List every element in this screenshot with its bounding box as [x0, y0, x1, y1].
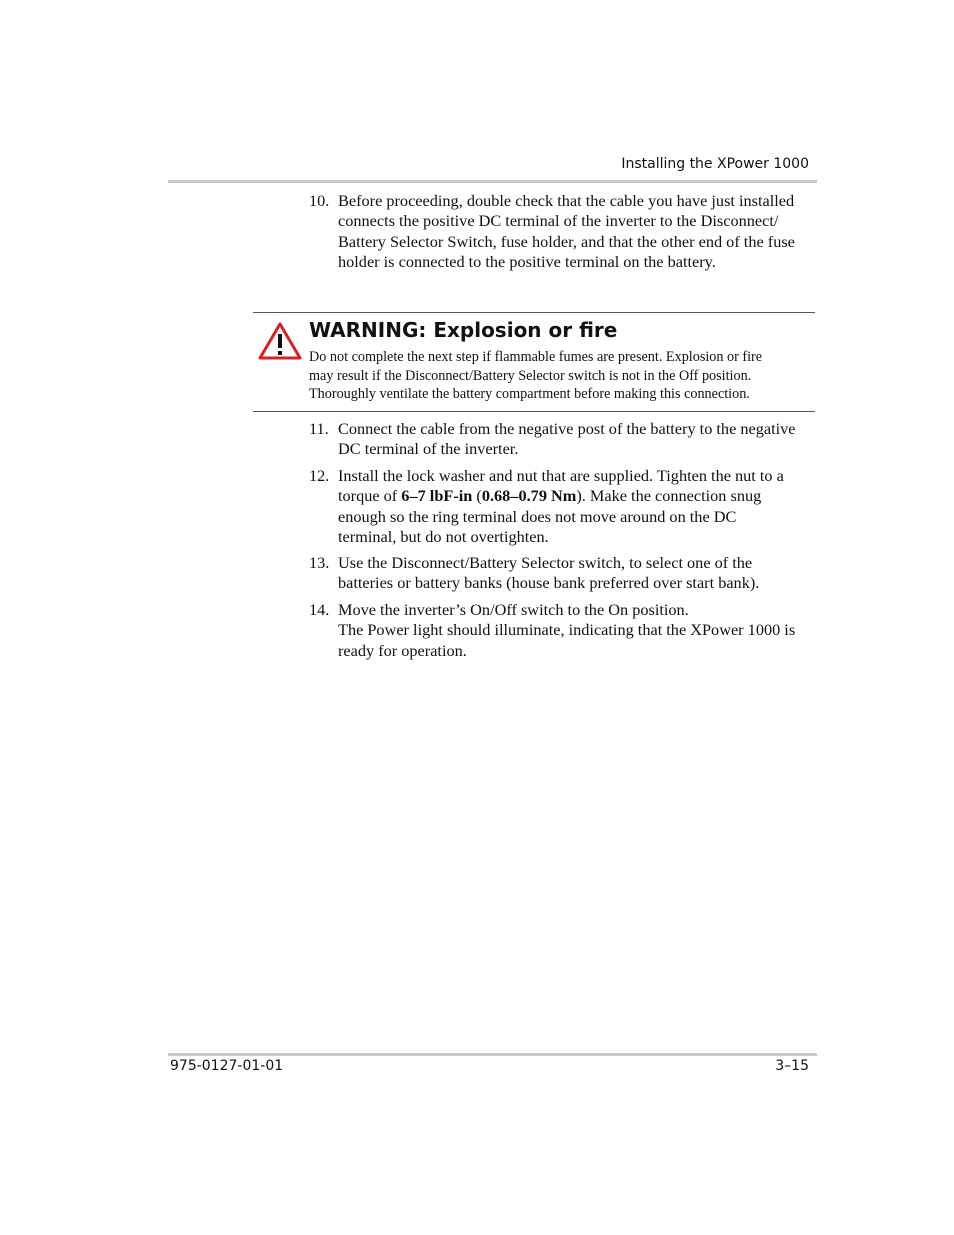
step-text-line: Use the Disconnect/Battery Selector switch, to select one of the	[338, 553, 753, 572]
header-rule	[168, 180, 817, 183]
document-number: 975-0127-01-01	[170, 1058, 284, 1074]
warning-text	[309, 348, 814, 404]
torque-nm-value: 0.68–0.79 Nm	[481, 486, 577, 506]
step-number: 11.	[309, 419, 329, 438]
step-text-line: connects the positive DC terminal of the inverter to the Disconnect/	[338, 211, 779, 231]
warning-triangle-icon	[257, 321, 303, 361]
warning-box	[253, 312, 815, 412]
step-text	[338, 600, 819, 661]
torque-prefix: torque of	[338, 486, 402, 506]
step-number: 14.	[309, 600, 330, 619]
step-number: 12.	[309, 466, 330, 485]
step-text-line: ready for operation.	[338, 640, 467, 660]
step-11	[309, 419, 819, 460]
step-text	[338, 419, 819, 460]
step-text-line: DC terminal of the inverter.	[338, 439, 519, 459]
step-text-line	[338, 486, 819, 506]
warning-title: WARNING: Explosion or fire	[309, 318, 618, 342]
step-10	[309, 191, 819, 272]
step-text	[338, 553, 819, 594]
warning-text-line: Thoroughly ventilate the battery compartment before making this connection.	[309, 386, 750, 402]
footer-rule	[168, 1053, 817, 1056]
step-text-line: Move the inverter’s On/Off switch to the On position.	[338, 600, 689, 619]
warning-text-line: Do not complete the next step if flammable fumes are present. Explosion or fire	[309, 349, 763, 365]
step-text-line: enough so the ring terminal does not move around on the DC	[338, 506, 737, 526]
running-header: Installing the XPower 1000	[621, 156, 809, 172]
step-text-line: terminal, but do not overtighten.	[338, 526, 549, 546]
step-text-line: Install the lock washer and nut that are supplied. Tighten the nut to a	[338, 466, 784, 485]
step-text-line: The Power light should illuminate, indicating that the XPower 1000 is	[338, 620, 796, 640]
step-text	[338, 191, 819, 272]
page-number: 3–15	[775, 1058, 809, 1074]
step-text-line: Before proceeding, double check that the cable you have just installed	[338, 191, 795, 210]
step-number: 13.	[309, 553, 330, 572]
torque-suffix: ). Make the connection snug	[576, 486, 762, 506]
step-12	[309, 466, 819, 547]
warning-text-line: may result if the Disconnect/Battery Selector switch is not in the Off position.	[309, 367, 752, 384]
step-text	[338, 466, 819, 547]
step-text-line: Connect the cable from the negative post of the battery to the negative	[338, 419, 796, 438]
step-number: 10.	[309, 191, 330, 210]
step-13	[309, 553, 819, 594]
torque-lbf-value: 6–7 lbF-in	[401, 486, 473, 506]
torque-paren-open: (	[472, 486, 482, 506]
step-text-line: Battery Selector Switch, fuse holder, and that the other end of the fuse	[338, 231, 795, 251]
step-text-line: holder is connected to the positive terminal on the battery.	[338, 251, 716, 271]
step-14	[309, 600, 819, 661]
step-text-line: batteries or battery banks (house bank preferred over start bank).	[338, 573, 760, 593]
